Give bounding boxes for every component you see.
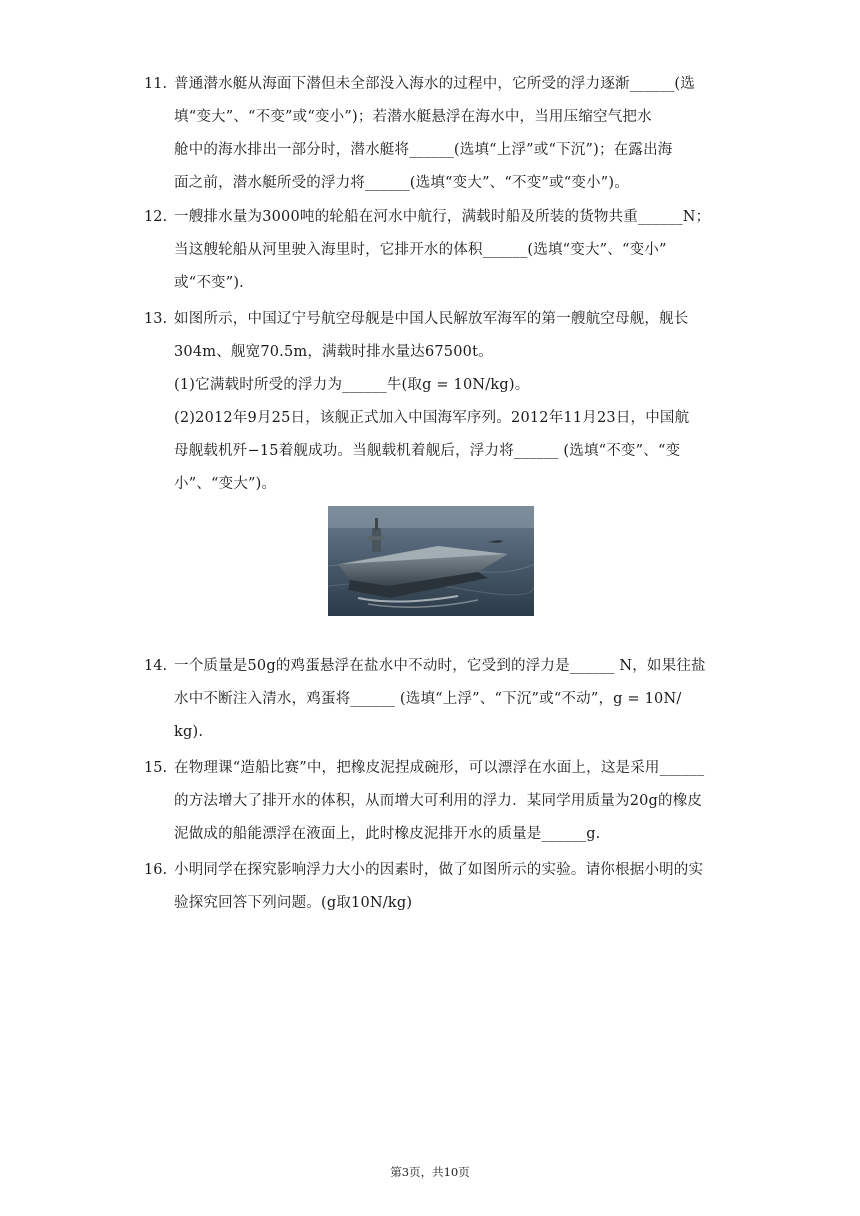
question-line: 小明同学在探究影响浮力大小的因素时，做了如图所示的实验。请你根据小明的实 [174, 862, 704, 878]
question-line: 在物理课“造船比赛”中，把橡皮泥捏成碗形，可以漂浮在水面上，这是采用______ [174, 760, 705, 776]
question-15 [146, 752, 726, 851]
question-line: 小”、“变大”)。 [174, 476, 277, 492]
question-line: 一艘排水量为3000吨的轮船在河水中航行，满载时船及所装的货物共重______N； [174, 209, 711, 225]
question-line: 泥做成的船能漂浮在液面上，此时橡皮泥排开水的质量是______g. [174, 826, 601, 842]
page-footer: 第3页，共10页 [390, 1165, 470, 1179]
question-line: 如图所示，中国辽宁号航空母舰是中国人民解放军海军的第一艘航空母舰，舰长 [174, 311, 689, 327]
question-line: (2)2012年9月25日，该舰正式加入中国海军序列。2012年11月23日，中国航 [174, 410, 690, 426]
question-13 [146, 303, 726, 501]
question-number: 13. [144, 311, 168, 327]
question-line: 面之前，潜水艇所受的浮力将______(选填“变大”、“不变”或“变小”)。 [174, 175, 629, 191]
question-number: 14. [144, 658, 168, 674]
question-number: 12. [144, 209, 168, 225]
question-line: 填“变大”、“不变”或“变小”)；若潜水艇悬浮在海水中，当用压缩空气把水 [174, 109, 652, 125]
question-line: kg). [174, 724, 204, 740]
question-line: 母舰载机歼−15着舰成功。当舰载机着舰后，浮力将______ (选填“不变”、“变 [174, 443, 681, 459]
question-number: 11. [144, 76, 168, 92]
question-line: 一个质量是50g的鸡蛋悬浮在盐水中不动时，它受到的浮力是______ N，如果往盐 [174, 658, 706, 674]
aircraft-carrier-photo [328, 506, 534, 616]
question-11 [146, 68, 726, 200]
question-line: 水中不断注入清水，鸡蛋将______ (选填“上浮”、“下沉”或“不动”，g = 10N/ [174, 691, 682, 707]
question-number: 16. [144, 862, 168, 878]
question-12 [146, 201, 726, 300]
question-number: 15. [144, 760, 168, 776]
question-line: 304m、舰宽70.5m，满载时排水量达67500t。 [174, 344, 493, 360]
question-line: 或“不变”). [174, 275, 244, 291]
question-line: 的方法增大了排开水的体积，从而增大可利用的浮力．某同学用质量为20g的橡皮 [174, 793, 703, 809]
aircraft-carrier-photo-icon [328, 506, 534, 616]
question-line: 验探究回答下列问题。(g取10N/kg) [174, 895, 413, 911]
question-line: 普通潜水艇从海面下潜但未全部没入海水的过程中，它所受的浮力逐渐______(选 [174, 76, 695, 92]
question-14 [146, 650, 726, 749]
question-line: 当这艘轮船从河里驶入海里时，它排开水的体积______(选填“变大”、“变小” [174, 242, 667, 258]
question-line: (1)它满载时所受的浮力为______牛(取g = 10N/kg)。 [174, 377, 530, 393]
question-16 [146, 854, 726, 920]
question-line: 舱中的海水排出一部分时，潜水艇将______(选填“上浮”或“下沉”)；在露出海 [174, 142, 673, 158]
